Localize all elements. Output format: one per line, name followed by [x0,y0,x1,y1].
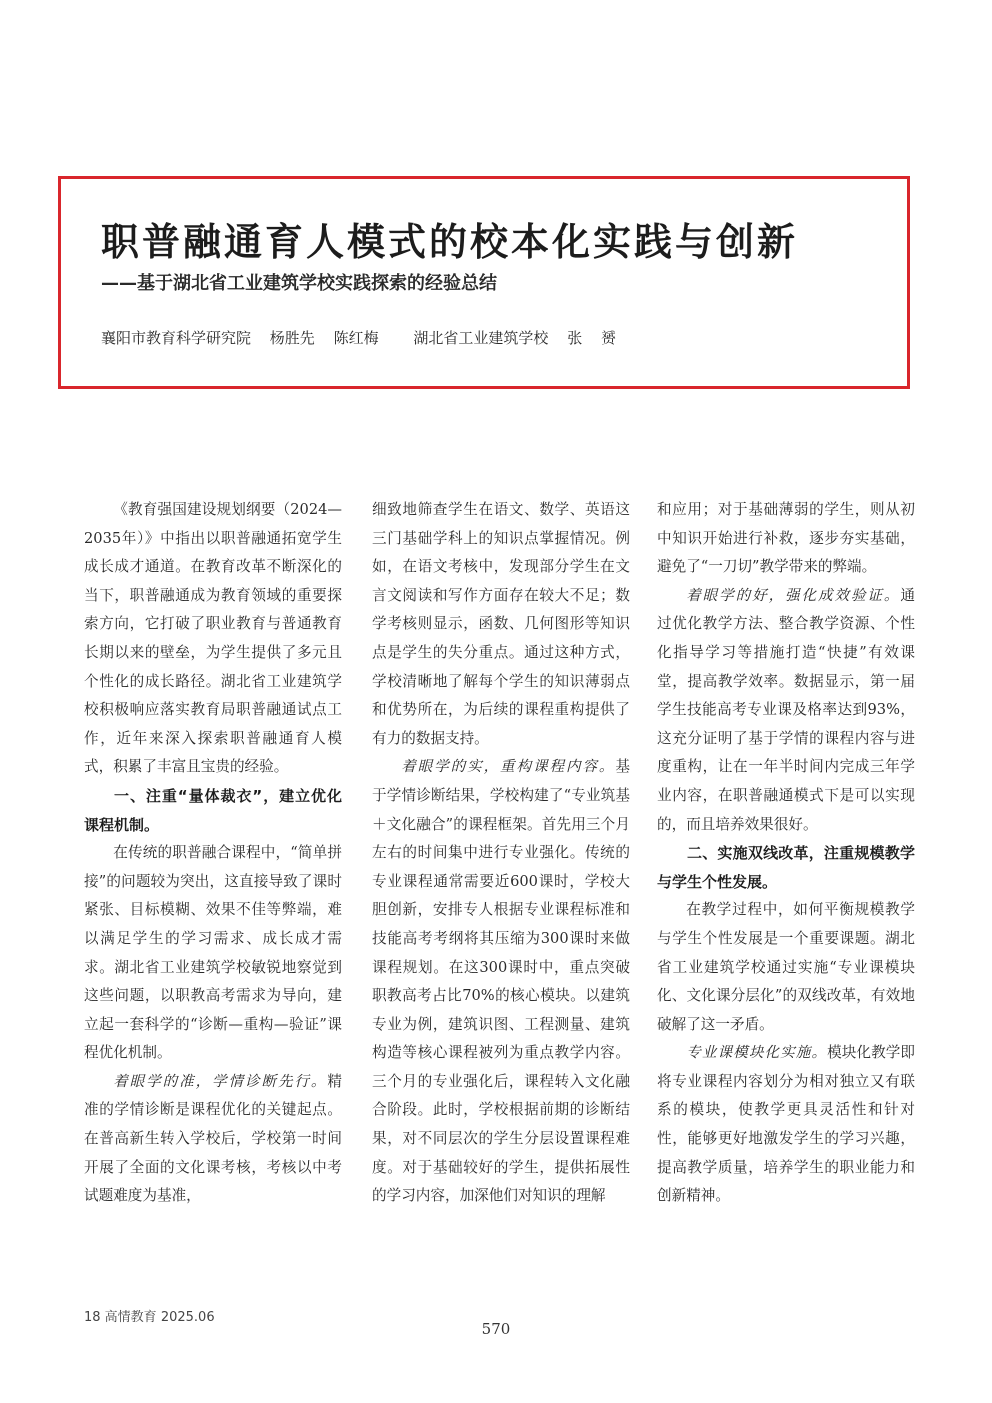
section-heading: 二、实施双线改革，注重规模教学与学生个性发展。 [657,844,915,891]
journal-issue: 2025.06 [160,1310,215,1325]
column-2 [372,496,630,1211]
paragraph-text: 模块化教学即将专业课程内容划分为相对独立又有联系的模块，使教学更具灵活性和针对性，能够更好地激发学生的学习兴趣，提高教学质量，培养学生的职业能力和创新精神。 [657,1044,915,1205]
author-name-3a: 张 [567,329,583,347]
body-paragraph [657,1039,915,1211]
paragraph-lead: 着眼学的实，重构课程内容。 [401,758,616,776]
column-1 [84,496,342,1211]
paragraph-lead: 着眼学的好，强化成效验证。 [686,586,901,604]
column-3 [657,496,915,1211]
body-paragraph [657,582,915,839]
body-paragraph [84,1068,342,1211]
author-name-3b: 赟 [600,329,616,347]
body-paragraph [372,753,630,1211]
body-paragraph: 在教学过程中，如何平衡规模教学与学生个性发展是一个重要课题。湖北省工业建筑学校通过实施“专业课模块化、文化课分层化”的双线改革，有效地破解了这一矛盾。 [657,901,915,1033]
body-paragraph: 在传统的职普融合课程中，“简单拼接”的问题较为突出，这直接导致了课时紧张、目标模糊、效果不佳等弊端，难以满足学生的学习需求、成长成才需求。湖北省工业建筑学校敏锐地察觉到这些问题，以职教高考需求为导向，建立起一套科学的“诊断—重构—验证”课程优化机制。 [84,844,342,1062]
body-paragraph-continued: 细致地筛查学生在语文、数学、英语这三门基础学科上的知识点掌握情况。例如，在语文考核中，发现部分学生在文言文阅读和写作方面存在较大不足；数学考核则显示，函数、几何图形等知识点是学生的失分重点。通过这种方式，学校清晰地了解每个学生的知识薄弱点和优势所在，为后续的课程重构提供了有力的数据支持。 [372,501,630,747]
journal-name: 18 高情教育 [84,1310,157,1325]
paragraph-text: 精准的学情诊断是课程优化的关键起点。在普高新生转入学校后，学校第一时间开展了全面的文化课考核，考核以中考试题难度为基准， [84,1072,342,1205]
section-heading: 一、注重“量体裁衣”，建立优化课程机制。 [84,786,342,834]
article-subtitle: ——基于湖北省工业建筑学校实践探索的经验总结 [101,273,497,294]
body-paragraph-continued: 和应用；对于基础薄弱的学生，则从初中知识开始进行补救，逐步夯实基础，避免了“一刀切”教学带来的弊端。 [657,501,915,576]
author-name-2: 陈红梅 [333,329,379,347]
paragraph-text: 基于学情诊断结果，学校构建了“专业筑基＋文化融合”的课程框架。首先用三个月左右的时间集中进行专业强化。传统的专业课程通常需要近600课时，学校大胆创新，安排专人根据专业课程标准和技能高考考纲将其压缩为300课时来做课程规划。在这300课时中，重点突破职教高考占比70%的核心模块。以建筑专业为例，建筑识图、工程测量、建筑构造等核心课程被列为重点教学内容。三个月的专业强化后，课程转入文化融合阶段。此时，学校根据前期的诊断结果，对不同层次的学生分层设置课程难度。对于基础较好的学生，提供拓展性的学习内容，加深他们对知识的理解 [372,758,630,1205]
body-paragraph: 《教育强国建设规划纲要（2024—2035年）》中指出以职普融通拓宽学生成长成才通道。在教育改革不断深化的当下，职普融通成为教育领域的重要探索方向，它打破了职业教育与普通教育长期以来的壁垒，为学生提供了多元且个性化的成长路径。湖北省工业建筑学校积极响应落实教育局职普融通试点工作，近年来深入探索职普融通育人模式，积累了丰富且宝贵的经验。 [84,501,342,776]
title-box [58,176,910,389]
paragraph-lead: 着眼学的准，学情诊断先行。 [113,1072,328,1090]
author-affiliation-1: 襄阳市教育科学研究院 [101,329,252,347]
paragraph-text: 通过优化教学方法、整合教学资源、个性化指导学习等措施打造“快捷”有效课堂，提高教学效率。数据显示，第一届学生技能高考专业课及格率达到93%，这充分证明了基于学情的课程内容与进度重构，让在一年半时间内完成三年学业内容，在职普融通模式下是可以实现的，而且培养效果很好。 [657,586,915,833]
author-line [101,327,630,348]
author-name-1: 杨胜先 [269,329,315,347]
page-number: 570 [481,1320,511,1338]
article-title: 职普融通育人模式的校本化实践与创新 [101,220,799,264]
author-affiliation-2: 湖北省工业建筑学校 [413,329,549,347]
paragraph-lead: 专业课模块化实施。 [686,1044,828,1062]
